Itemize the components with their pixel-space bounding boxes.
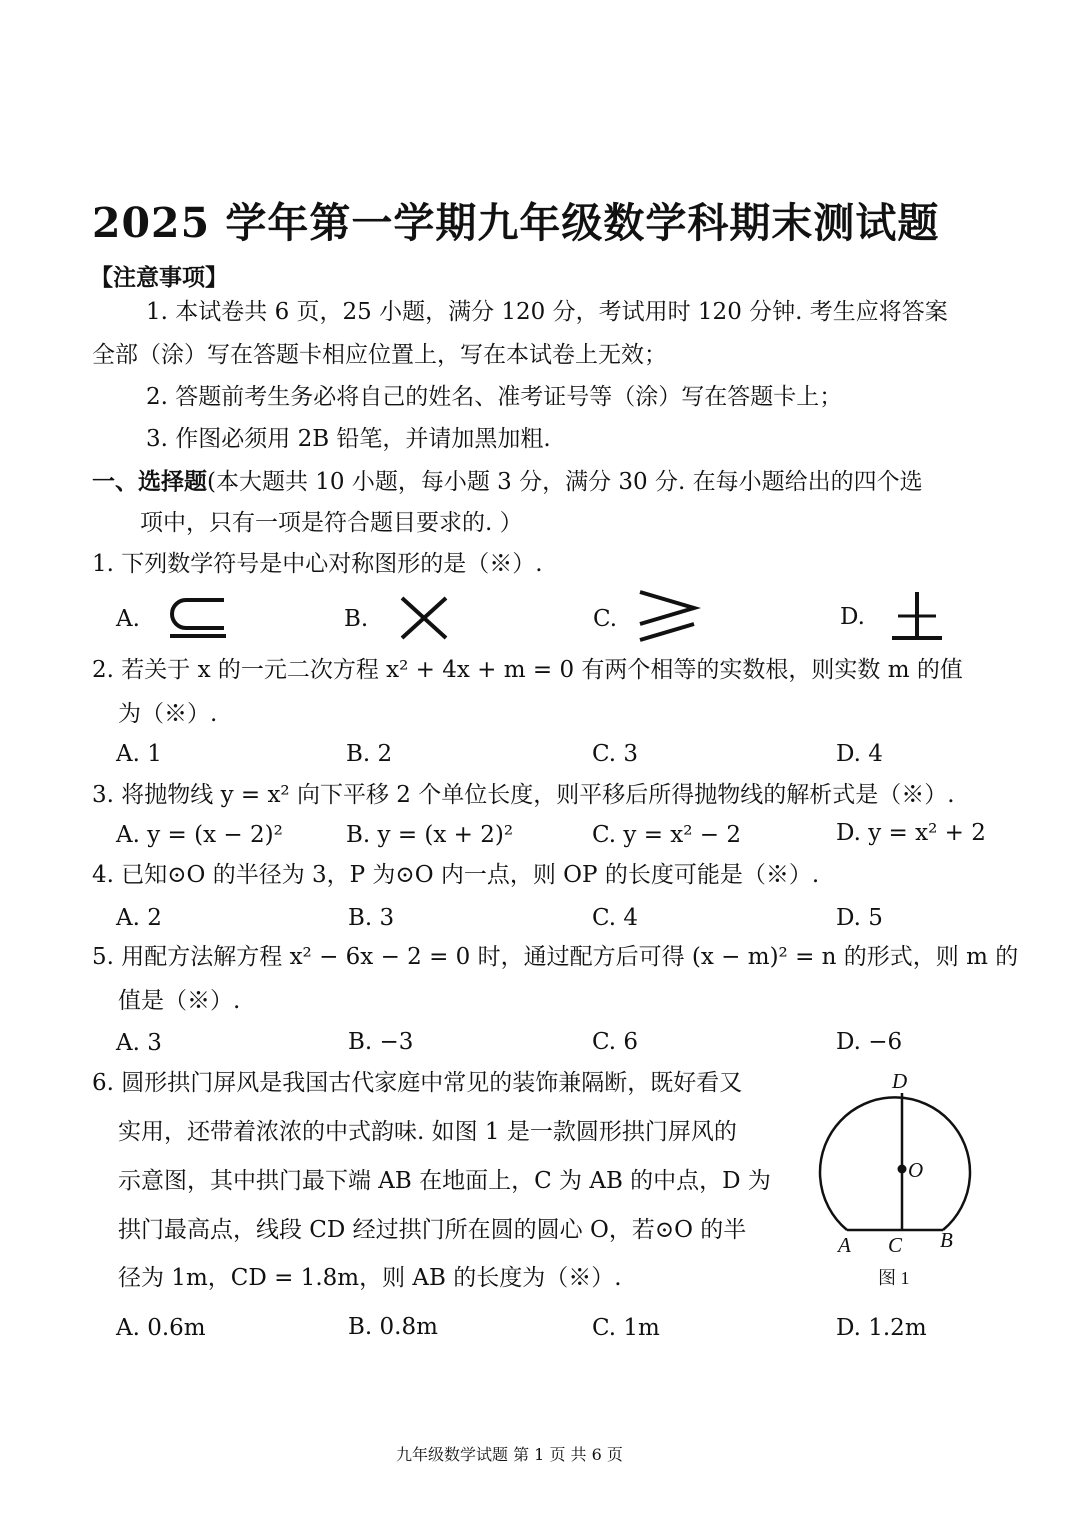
q2-stem-1: 2. 若关于 x 的一元二次方程 x² + 4x + m = 0 有两个相等的实数根，则实数 m 的值 xyxy=(92,657,963,683)
q2-option-a: A. 1 xyxy=(116,741,162,767)
q1-option-d-label: D. xyxy=(840,604,865,630)
section-1-title: 一、选择题 xyxy=(92,468,207,495)
section-1-desc: (本大题共 10 小题，每小题 3 分，满分 30 分. 在每小题给出的四个选 xyxy=(207,469,923,495)
q5-option-a: A. 3 xyxy=(116,1030,162,1056)
label-o: O xyxy=(908,1158,924,1182)
q5-option-b: B. −3 xyxy=(348,1029,414,1055)
q6-option-c: C. 1m xyxy=(592,1315,660,1341)
notice-heading: 【注意事项】 xyxy=(90,264,228,291)
notice-line-2: 全部（涂）写在答题卡相应位置上，写在本试卷上无效； xyxy=(92,342,667,368)
q6-stem-2: 实用，还带着浓浓的中式韵味. 如图 1 是一款圆形拱门屏风的 xyxy=(118,1119,737,1145)
center-point-o xyxy=(898,1165,907,1174)
label-d: D xyxy=(892,1069,908,1093)
section-1-desc-2: 项中，只有一项是符合题目要求的. ） xyxy=(140,510,523,536)
q5-stem-1: 5. 用配方法解方程 x² − 6x − 2 = 0 时，通过配方后可得 (x − m)² = n 的形式，则 m 的 xyxy=(92,944,1019,970)
q4-option-d: D. 5 xyxy=(836,905,883,931)
q5-option-d: D. −6 xyxy=(836,1029,903,1055)
q4-stem: 4. 已知⊙O 的半径为 3，P 为⊙O 内一点，则 OP 的长度可能是（※）. xyxy=(92,862,820,888)
geqslant-symbol-icon xyxy=(636,588,700,644)
q1-option-a-label: A. xyxy=(116,606,140,632)
q3-option-b: B. y = (x + 2)² xyxy=(346,822,514,848)
q4-option-c: C. 4 xyxy=(592,905,639,931)
q3-option-c: C. y = x² − 2 xyxy=(592,822,742,848)
q2-option-c: C. 3 xyxy=(592,741,639,767)
subseteq-symbol-icon xyxy=(164,594,232,644)
notice-line-1: 1. 本试卷共 6 页，25 小题，满分 120 分，考试用时 120 分钟. 考生应将答案 xyxy=(146,299,948,325)
q2-stem-2: 为（※）. xyxy=(118,701,218,727)
section-1-header xyxy=(92,470,923,494)
q5-option-c: C. 6 xyxy=(592,1029,639,1055)
q1-stem: 1. 下列数学符号是中心对称图形的是（※）. xyxy=(92,551,543,577)
q6-stem-3: 示意图，其中拱门最下端 AB 在地面上，C 为 AB 的中点，D 为 xyxy=(118,1168,771,1194)
notice-line-3: 2. 答题前考生务必将自己的姓名、准考证号等（涂）写在答题卡上； xyxy=(146,384,843,410)
q6-stem-4: 拱门最高点，线段 CD 经过拱门所在圆的圆心 O，若⊙O 的半 xyxy=(118,1217,747,1243)
label-a: A xyxy=(838,1233,851,1257)
q5-stem-2: 值是（※）. xyxy=(118,988,241,1014)
perp-symbol-icon xyxy=(888,588,946,644)
arch-circle xyxy=(820,1097,970,1230)
q6-option-b: B. 0.8m xyxy=(348,1314,438,1340)
page-footer: 九年级数学试题 第 1 页 共 6 页 xyxy=(396,1445,623,1464)
q2-option-d: D. 4 xyxy=(836,741,883,767)
notice-line-4: 3. 作图必须用 2B 铅笔，并请加黑加粗. xyxy=(146,426,551,452)
times-symbol-icon xyxy=(398,594,450,642)
q3-stem: 3. 将抛物线 y = x² 向下平移 2 个单位长度，则平移后所得抛物线的解析式是（※）. xyxy=(92,782,955,808)
q2-option-b: B. 2 xyxy=(346,741,393,767)
q4-option-a: A. 2 xyxy=(116,905,162,931)
figure-1-arch-diagram xyxy=(810,1062,990,1302)
q1-option-c-label: C. xyxy=(593,606,618,632)
q4-option-b: B. 3 xyxy=(348,905,395,931)
q1-option-b-label: B. xyxy=(344,606,369,632)
q3-option-a: A. y = (x − 2)² xyxy=(116,822,283,848)
q6-option-a: A. 0.6m xyxy=(116,1315,206,1341)
figure-caption: 图 1 xyxy=(878,1268,910,1288)
q6-option-d: D. 1.2m xyxy=(836,1315,927,1341)
label-b: B xyxy=(940,1228,953,1252)
q6-stem-5: 径为 1m，CD = 1.8m，则 AB 的长度为（※）. xyxy=(118,1265,622,1291)
label-c: C xyxy=(888,1233,903,1257)
q6-stem-1: 6. 圆形拱门屏风是我国古代家庭中常见的装饰兼隔断，既好看又 xyxy=(92,1070,743,1096)
page-title: 2025 学年第一学期九年级数学科期末测试题 xyxy=(92,199,940,247)
q3-option-d: D. y = x² + 2 xyxy=(836,820,986,846)
